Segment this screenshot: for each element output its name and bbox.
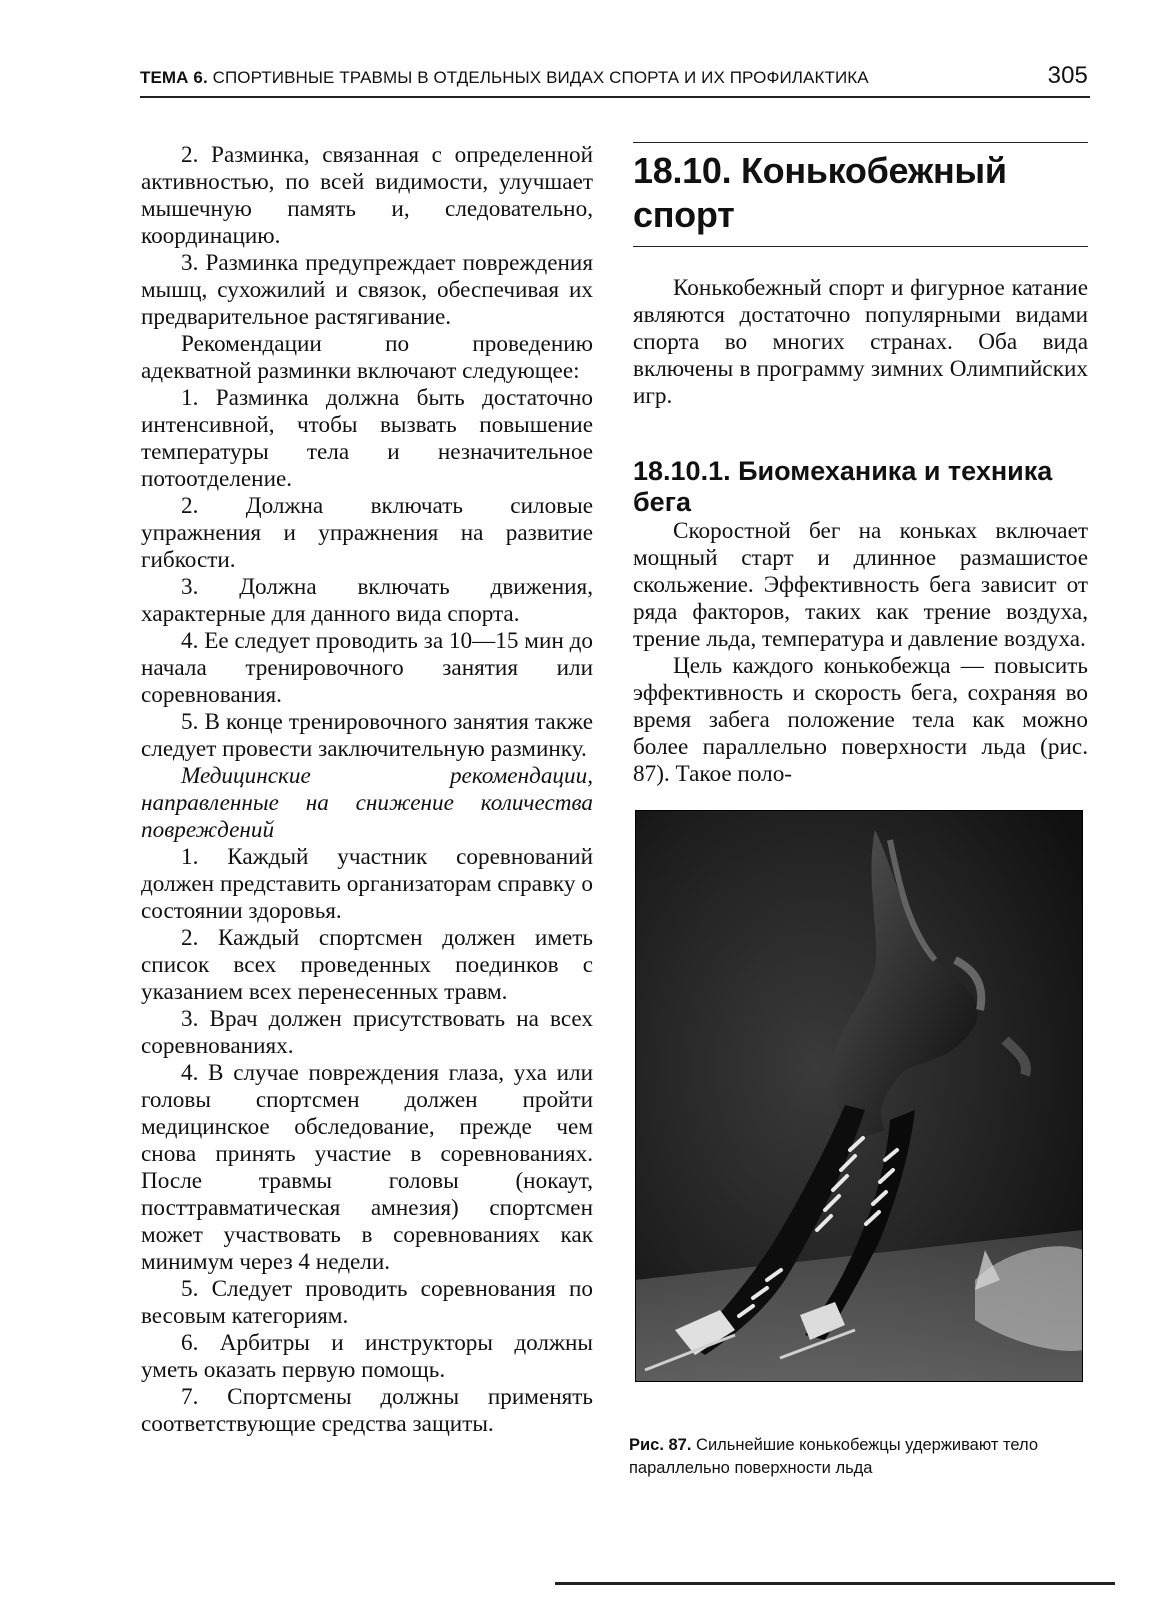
- recommendation-item: 6. Арбитры и инструкторы должны уметь оказать первую помощь.: [141, 1330, 593, 1383]
- theme-title: СПОРТИВНЫЕ ТРАВМЫ В ОТДЕЛЬНЫХ ВИДАХ СПОРТА И ИХ ПРОФИЛАКТИКА: [212, 68, 869, 87]
- spacer: [633, 247, 1088, 275]
- theme-label: ТЕМА 6.: [140, 68, 208, 87]
- paragraph: 4. Ее следует проводить за 10—15 мин до начала тренировочного занятия или соревнования.: [141, 628, 593, 708]
- recommendation-item: 3. Врач должен присутствовать на всех соревнованиях.: [141, 1006, 593, 1059]
- section-title: 18.10. Конькобежный спорт: [633, 142, 1088, 247]
- speed-skater-photo: [635, 810, 1083, 1382]
- recommendation-item: 7. Спортсмены должны применять соответствующие средства защиты.: [141, 1384, 593, 1437]
- right-column: [633, 142, 1088, 788]
- left-column: [141, 142, 593, 1438]
- page-number: 305: [1047, 62, 1088, 89]
- figure-label: Рис. 87.: [629, 1436, 692, 1454]
- paragraph: Цель каждого конькобежца — повысить эффективность и скорость бега, сохраняя во время забега положение тела как можно более параллельно поверхности льда (рис. 87). Такое поло-: [633, 653, 1088, 787]
- paragraph: 2. Должна включать силовые упражнения и упражнения на развитие гибкости.: [141, 493, 593, 573]
- paragraph: 1. Разминка должна быть достаточно интенсивной, чтобы вызвать повышение температуры тела и незначительное потоотделение.: [141, 385, 593, 492]
- paragraph: Скоростной бег на коньках включает мощный старт и длинное размашистое скольжение. Эффективность бега зависит от ряда факторов, таких как трение воздуха, трение льда, температура и давление воздуха.: [633, 518, 1088, 652]
- bottom-rule: [555, 1582, 1115, 1585]
- italic-heading: Медицинские рекомендации, направленные на снижение количества повреждений: [141, 763, 593, 843]
- subsection-title: 18.10.1. Биомеханика и техника бега: [633, 456, 1053, 517]
- recommendation-item: 1. Каждый участник соревнований должен представить организаторам справку о состоянии здоровья.: [141, 844, 593, 924]
- recommendation-item: 2. Каждый спортсмен должен иметь список всех проведенных поединков с указанием всех перенесенных травм.: [141, 925, 593, 1005]
- paragraph: 3. Разминка предупреждает повреждения мышц, сухожилий и связок, обеспечивая их предварительное растягивание.: [141, 250, 593, 330]
- recommendation-item: 5. Следует проводить соревнования по весовым категориям.: [141, 1276, 593, 1329]
- paragraph: 3. Должна включать движения, характерные для данного вида спорта.: [141, 574, 593, 627]
- paragraph: Рекомендации по проведению адекватной разминки включают следующее:: [141, 331, 593, 384]
- paragraph: 5. В конце тренировочного занятия также следует провести заключительную разминку.: [141, 709, 593, 762]
- figure-caption: [629, 1434, 1089, 1480]
- paragraph: 2. Разминка, связанная с определенной активностью, по всей видимости, улучшает мышечную память и, следовательно, координацию.: [141, 142, 593, 249]
- running-header: [140, 62, 1090, 98]
- figure-caption-text: Сильнейшие конькобежцы удерживают тело параллельно поверхности льда: [629, 1436, 1039, 1477]
- recommendation-item: 4. В случае повреждения глаза, уха или головы спортсмен должен пройти медицинское обследование, прежде чем снова принять участие в соревнованиях. После травмы головы (нокаут, посттравматическая амнезия) спортсмен может участвовать в соревнованиях как минимум через 4 недели.: [141, 1060, 593, 1275]
- section-intro: Конькобежный спорт и фигурное катание являются достаточно популярными видами спорта во многих странах. Оба вида включены в программу зимних Олимпийских игр.: [633, 275, 1088, 409]
